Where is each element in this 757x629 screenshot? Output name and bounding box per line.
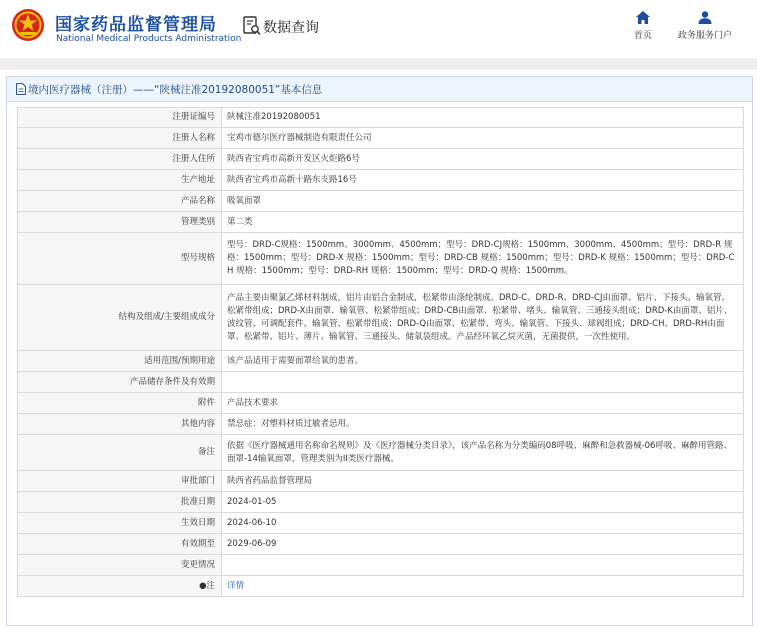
national-emblem-icon — [11, 8, 45, 42]
table-row — [18, 191, 744, 212]
table-row — [18, 492, 744, 513]
table-row — [18, 414, 744, 435]
table-row — [18, 128, 744, 149]
row-value: 陕西省宝鸡市高新十路东支路16号 — [222, 170, 744, 191]
site-name-en: National Medical Products Administration — [56, 34, 242, 44]
nav-portal-label: 政务服务门户 — [677, 31, 732, 41]
row-value: 禁忌症：对塑料材质过敏者忌用。 — [222, 414, 744, 435]
row-value: 2024-06-10 — [222, 513, 744, 534]
row-value: 第二类 — [222, 212, 744, 233]
home-icon — [636, 11, 650, 24]
row-value: 产品主要由聚氯乙烯材料制成，铝片由铝合金制成，松紧带由涤纶制成。DRD-C、DRD-R、DRD-CJ由面罩、铝片、下接头、输氧管、松紧带组成；DRD-X由面罩、输氧管、松紧带组成；DRD-CB由面罩、松紧带、堵头、输氧管、三通接头组成；DRD-K由面罩、铝片、波纹管、可调配套件、输氧管、松紧带组成；DRD-Q由面罩、松紧带、弯头、输氧管、下接头、球阀组成；DRD-CH、DRD-RH由面罩、松紧带、铝片、薄片、输氧管、三通接头、储氧袋组成。产品经环氧乙烷灭菌，无菌提供，一次性使用。 — [222, 285, 744, 351]
row-label: 生效日期 — [18, 513, 222, 534]
document-icon — [16, 83, 26, 95]
row-label: 适用范围/预期用途 — [18, 351, 222, 372]
row-value-cell — [222, 576, 744, 597]
table-row — [18, 513, 744, 534]
row-label: 管理类别 — [18, 212, 222, 233]
table-row — [18, 555, 744, 576]
row-value: 该产品适用于需要面罩给氧的患者。 — [222, 351, 744, 372]
row-label: 型号规格 — [18, 233, 222, 285]
user-icon — [698, 11, 712, 24]
row-label: 审批部门 — [18, 471, 222, 492]
row-label: 批准日期 — [18, 492, 222, 513]
detail-link[interactable]: 详情 — [227, 580, 245, 591]
table-row — [18, 393, 744, 414]
row-label: 有效期至 — [18, 534, 222, 555]
panel-title: 境内医疗器械（注册）——“陕械注准20192080051”基本信息 — [28, 84, 323, 96]
row-label: ●注 — [18, 576, 222, 597]
site-name-cn: 国家药品监督管理局 — [55, 15, 217, 35]
table-row — [18, 534, 744, 555]
row-label: 备注 — [18, 435, 222, 471]
table-row — [18, 233, 744, 285]
row-value: 宝鸡市德尔医疗器械制造有限责任公司 — [222, 128, 744, 149]
site-header — [0, 0, 757, 58]
row-label: 附件 — [18, 393, 222, 414]
row-label: 结构及组成/主要组成成分 — [18, 285, 222, 351]
data-query-icon — [243, 16, 261, 36]
panel-title-bar — [7, 77, 752, 102]
nav-home-button[interactable] — [628, 11, 658, 47]
row-label: 生产地址 — [18, 170, 222, 191]
table-row — [18, 351, 744, 372]
header-separator — [0, 58, 757, 70]
row-value — [222, 555, 744, 576]
table-row — [18, 108, 744, 128]
nav-portal-button[interactable] — [676, 11, 734, 47]
table-row — [18, 435, 744, 471]
row-value: 陕械注准20192080051 — [222, 108, 744, 128]
row-value: 吸氧面罩 — [222, 191, 744, 212]
row-label: 注册人名称 — [18, 128, 222, 149]
table-row — [18, 149, 744, 170]
row-value: 陕西省宝鸡市高新开发区火炬路6号 — [222, 149, 744, 170]
row-value: 产品技术要求 — [222, 393, 744, 414]
table-row — [18, 170, 744, 191]
registration-info-table — [17, 107, 744, 597]
table-row — [18, 372, 744, 393]
data-query-title[interactable]: 数据查询 — [263, 20, 319, 36]
row-label: 变更情况 — [18, 555, 222, 576]
row-label: 产品储存条件及有效期 — [18, 372, 222, 393]
row-value: 2029-06-09 — [222, 534, 744, 555]
table-row — [18, 471, 744, 492]
row-value: 2024-01-05 — [222, 492, 744, 513]
table-row — [18, 576, 744, 597]
row-label: 注册人住所 — [18, 149, 222, 170]
table-row — [18, 212, 744, 233]
row-value — [222, 372, 744, 393]
record-panel — [6, 76, 753, 626]
row-label: 注册证编号 — [18, 108, 222, 128]
row-value: 陕西省药品监督管理局 — [222, 471, 744, 492]
table-row — [18, 285, 744, 351]
row-value: 型号：DRD-C规格：1500mm、3000mm、4500mm；型号：DRD-CJ规格：1500mm、3000mm、4500mm；型号：DRD-R 规格：1500mm；型号：DRD-X 规格：1500mm；型号：DRD-CB 规格：1500mm；型号：DRD-K 规格：1500mm；型号：DRD-CH 规格：1500mm；型号：DRD-RH 规格：1500mm；型号：DRD-Q 规格：1500mm。 — [222, 233, 744, 285]
row-value: 依据《医疗器械通用名称命名规则》及《医疗器械分类目录》，该产品名称为分类编码08呼吸、麻醉和急救器械-06呼吸、麻醉用管路、面罩-14输氧面罩，管理类别为II类医疗器械。 — [222, 435, 744, 471]
row-label: 产品名称 — [18, 191, 222, 212]
nav-home-label: 首页 — [633, 31, 652, 41]
row-label: 其他内容 — [18, 414, 222, 435]
